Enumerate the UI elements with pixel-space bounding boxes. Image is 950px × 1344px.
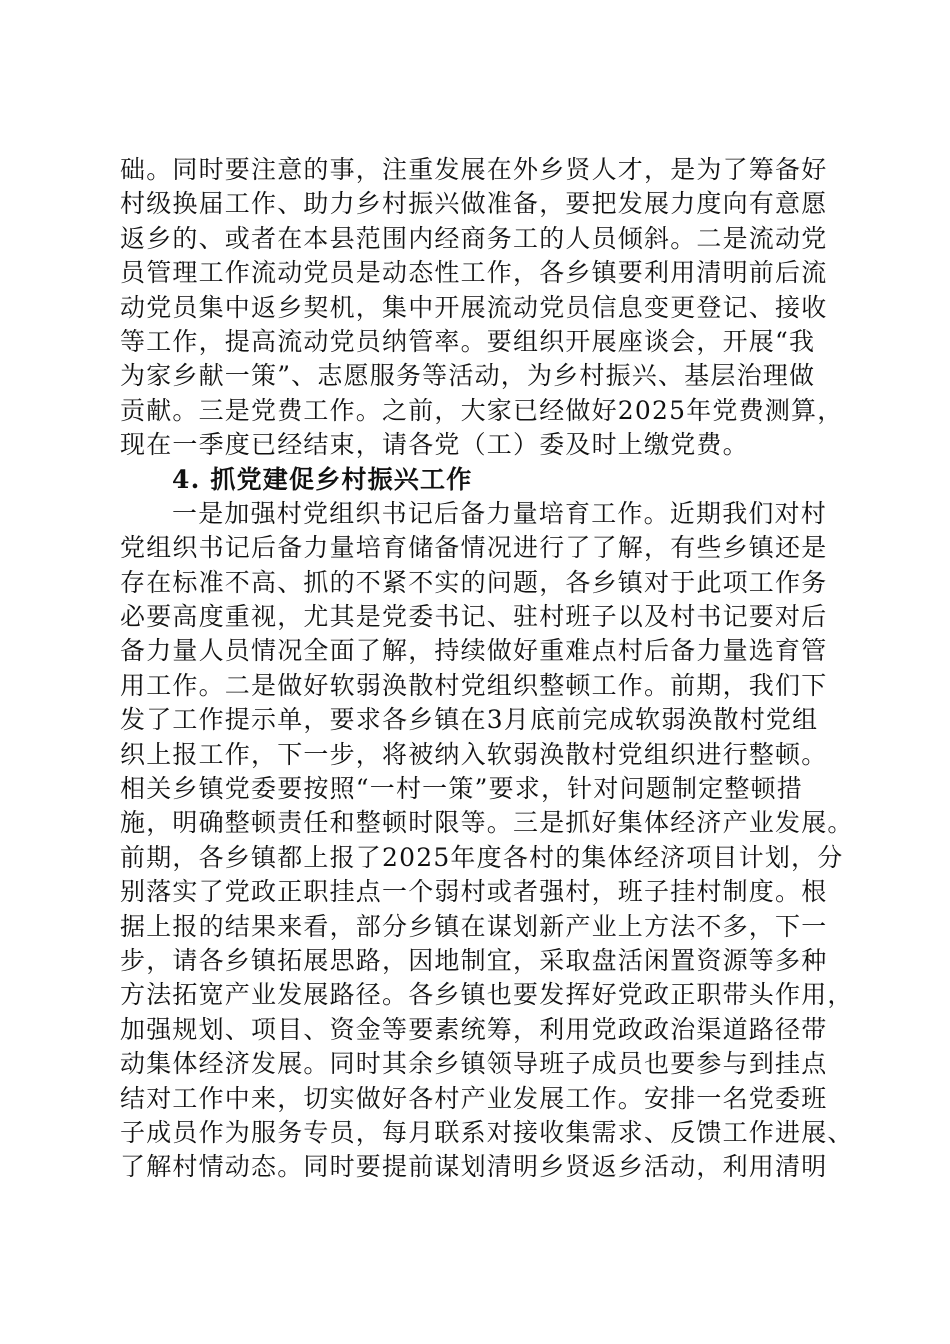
text-line: 动集体经济发展。同时其余乡镇领导班子成员也要参与到挂点 bbox=[120, 1049, 828, 1079]
section-heading: 4. 抓党建促乡村振兴工作 bbox=[172, 464, 473, 494]
text-line: 织上报工作，下一步，将被纳入软弱涣散村党组织进行整顿。 bbox=[120, 739, 828, 769]
text-line: 返乡的、或者在本县范围内经商务工的人员倾斜。二是流动党 bbox=[120, 223, 828, 253]
text-line: 必要高度重视，尤其是党委书记、驻村班子以及村书记要对后 bbox=[120, 602, 828, 632]
text-line: 加强规划、项目、资金等要素统筹，利用党政政治渠道路径带 bbox=[120, 1014, 828, 1044]
text-line: 据上报的结果来看，部分乡镇在谋划新产业上方法不多，下一 bbox=[120, 911, 828, 941]
text-line: 动党员集中返乡契机，集中开展流动党员信息变更登记、接收 bbox=[120, 292, 828, 322]
paragraph-first-line: 一是加强村党组织书记后备力量培育工作。近期我们对村 bbox=[172, 498, 828, 528]
text-line: 了解村情动态。同时要提前谋划清明乡贤返乡活动，利用清明 bbox=[120, 1152, 828, 1182]
text-line: 存在标准不高、抓的不紧不实的问题，各乡镇对于此项工作务 bbox=[120, 567, 828, 597]
text-line: 员管理工作流动党员是动态性工作，各乡镇要利用清明前后流 bbox=[120, 258, 828, 288]
text-line: 方法拓宽产业发展路径。各乡镇也要发挥好党政正职带头作用， bbox=[120, 980, 854, 1010]
text-line: 发了工作提示单，要求各乡镇在3月底前完成软弱涣散村党组 bbox=[120, 705, 819, 735]
text-line: 现在一季度已经结束，请各党（工）委及时上缴党费。 bbox=[120, 430, 749, 460]
text-line: 为家乡献一策”、志愿服务等活动，为乡村振兴、基层治理做 bbox=[120, 361, 816, 391]
text-line: 用工作。二是做好软弱涣散村党组织整顿工作。前期，我们下 bbox=[120, 670, 828, 700]
text-line: 施，明确整顿责任和整顿时限等。三是抓好集体经济产业发展。 bbox=[120, 808, 854, 838]
text-line: 子成员作为服务专员，每月联系对接收集需求、反馈工作进展、 bbox=[120, 1117, 854, 1147]
text-line: 别落实了党政正职挂点一个弱村或者强村，班子挂村制度。根 bbox=[120, 877, 828, 907]
text-line: 村级换届工作、助力乡村振兴做准备，要把发展力度向有意愿 bbox=[120, 189, 828, 219]
document-body bbox=[120, 153, 854, 1185]
text-line: 步，请各乡镇拓展思路，因地制宜，采取盘活闲置资源等多种 bbox=[120, 945, 828, 975]
text-line: 备力量人员情况全面了解，持续做好重难点村后备力量选育管 bbox=[120, 636, 828, 666]
text-line: 贡献。三是党费工作。之前，大家已经做好2025年党费测算， bbox=[120, 395, 844, 425]
text-line: 前期，各乡镇都上报了2025年度各村的集体经济项目计划，分 bbox=[120, 842, 844, 872]
text-line: 相关乡镇党委要按照“一村一策”要求，针对问题制定整顿措 bbox=[120, 774, 803, 804]
text-line: 础。同时要注意的事，注重发展在外乡贤人才，是为了筹备好 bbox=[120, 155, 828, 184]
text-line: 党组织书记后备力量培育储备情况进行了了解，有些乡镇还是 bbox=[120, 533, 828, 563]
text-line: 结对工作中来，切实做好各村产业发展工作。安排一名党委班 bbox=[120, 1083, 828, 1113]
text-line: 等工作，提高流动党员纳管率。要组织开展座谈会，开展“我 bbox=[120, 326, 816, 356]
